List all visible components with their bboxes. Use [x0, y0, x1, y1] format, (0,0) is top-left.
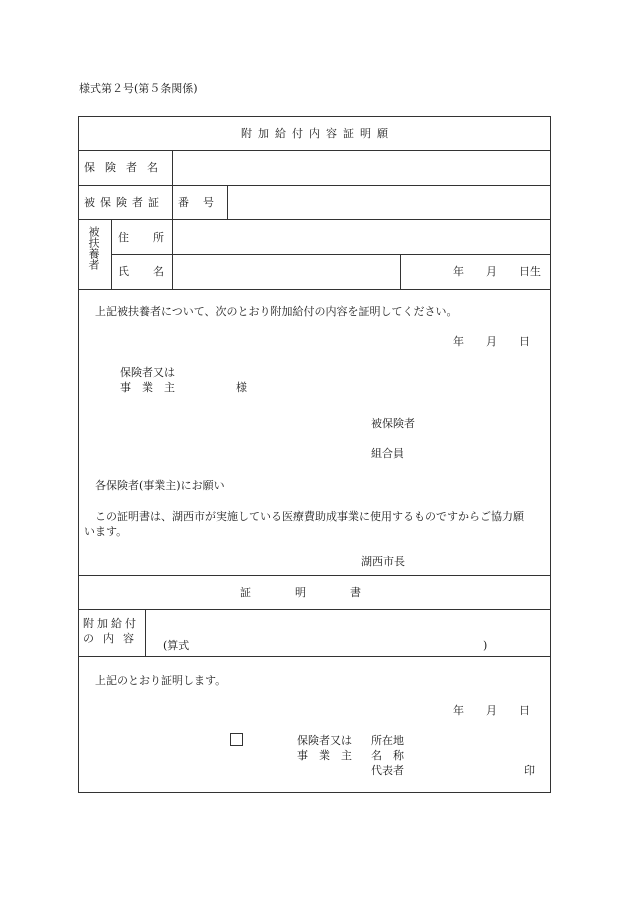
form-number: 様式第２号(第５条関係) — [79, 82, 198, 95]
birth-date: 年 月 日生 — [453, 265, 541, 278]
dependent-label: 被扶養者 — [87, 226, 100, 270]
appeal-text-line2: います。 — [84, 525, 128, 538]
appeal-heading: 各保険者(事業主)にお願い — [95, 479, 225, 492]
divider — [400, 254, 401, 289]
certificate-statement: 上記のとおり証明します。 — [95, 674, 227, 687]
mayor: 湖西市長 — [361, 555, 405, 568]
request-date: 年 月 日 — [453, 335, 530, 348]
insured-label: 被保険者 — [371, 417, 415, 430]
issuer-line1: 保険者又は — [297, 734, 352, 747]
divider — [172, 219, 173, 289]
divider — [78, 150, 551, 151]
card-label: 被保険者証 — [84, 196, 164, 209]
benefit-label-line1: 附加給付 — [83, 617, 139, 630]
address-label: 住所 — [118, 231, 188, 244]
form-title: 附加給付内容証明願 — [241, 127, 394, 140]
divider — [111, 254, 551, 255]
divider — [78, 219, 551, 220]
divider — [78, 656, 551, 657]
divider — [78, 185, 551, 186]
name-label: 氏名 — [118, 265, 188, 278]
request-intro: 上記被扶養者について、次のとおり附加給付の内容を証明してください。 — [95, 305, 458, 318]
divider — [111, 219, 112, 289]
issuer-checkbox[interactable] — [230, 733, 243, 746]
addressee-line1: 保険者又は — [120, 366, 175, 379]
issuer-name-label: 名 称 — [371, 749, 404, 762]
addressee-line2: 事 業 主 — [120, 381, 175, 394]
divider — [78, 575, 551, 576]
divider — [172, 185, 173, 219]
formula-open: (算式 — [163, 639, 190, 652]
divider — [78, 289, 551, 290]
divider — [78, 609, 551, 610]
divider — [145, 609, 146, 656]
card-number-label: 番号 — [178, 196, 228, 209]
certificate-heading: 証 明 書 — [240, 586, 361, 599]
formula-close: ) — [483, 639, 488, 652]
seal-mark: 印 — [524, 764, 535, 777]
divider — [172, 150, 173, 185]
representative-label: 代表者 — [371, 764, 404, 777]
form-frame — [78, 116, 551, 793]
location-label: 所在地 — [371, 734, 404, 747]
issuer-line2: 事 業 主 — [297, 749, 352, 762]
member-label: 組合員 — [371, 447, 404, 460]
certificate-date: 年 月 日 — [453, 704, 530, 717]
insurer-label: 保険者名 — [84, 161, 168, 174]
appeal-text-line1: この証明書は、湖西市が実施している医療費助成事業に使用するものですからご協力願 — [95, 510, 524, 523]
benefit-label-line2: の内容 — [83, 632, 143, 645]
honorific: 様 — [236, 381, 247, 394]
